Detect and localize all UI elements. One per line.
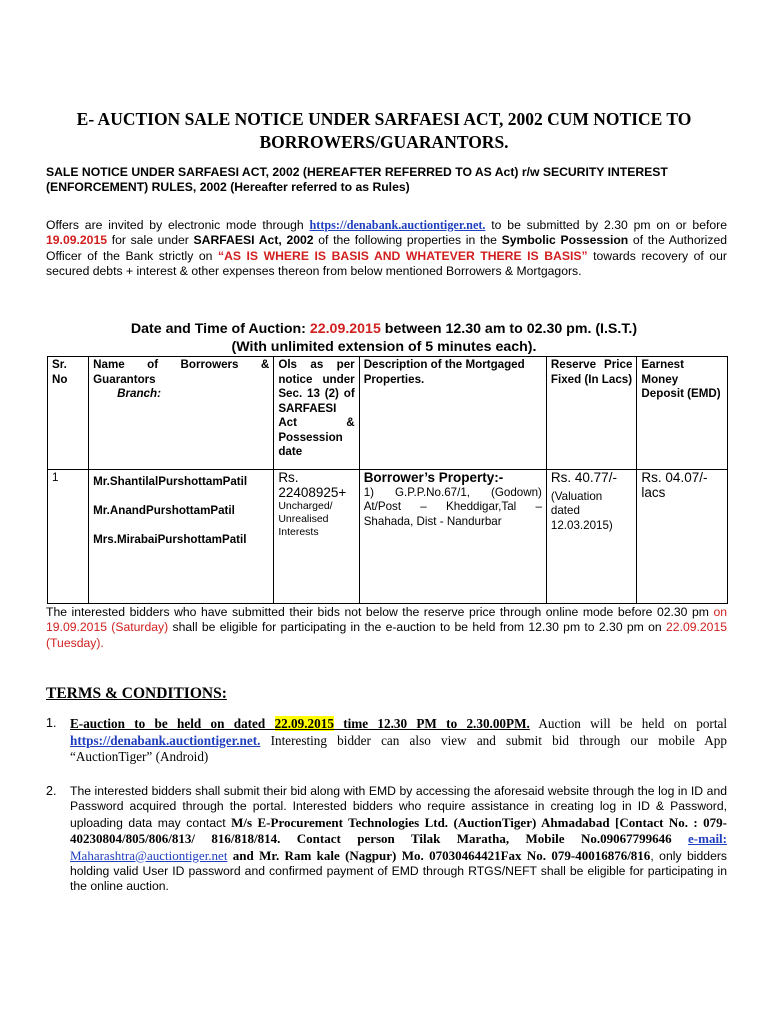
notice-subtitle: SALE NOTICE UNDER SARFAESI ACT, 2002 (HEREAFTER REFERRED TO AS Act) r/w SECURITY INTEREST (ENFORCEMENT) RULES, 2002 (Hereafter referred to as Rules) <box>46 165 668 194</box>
row-description: Borrower’s Property:- 1) G.P.P.No.67/1, (Godown) At/Post – Kheddigar,Tal – Shahada, Dist - Nandurbar <box>359 470 546 604</box>
email-link[interactable]: Maharashtra@auctiontiger.net <box>70 847 228 863</box>
row-reserve-price: Rs. 40.77/- (Valuation dated 12.03.2015) <box>546 470 637 604</box>
auction-portal-link-2[interactable]: https://denabank.auctiontiger.net. <box>70 732 261 748</box>
table-row <box>48 470 728 604</box>
header-borrowers: Name of Borrowers & Guarantors Branch: <box>89 357 274 470</box>
row-sr-no: 1 <box>48 470 89 604</box>
email-label-link[interactable]: e-mail: <box>688 831 727 847</box>
row-borrowers: Mr.ShantilalPurshottamPatil Mr.AnandPurshottamPatil Mrs.MirabaiPurshottamPatil <box>89 470 274 604</box>
terms-heading: TERMS & CONDITIONS: <box>46 685 227 702</box>
row-ols: Rs. 22408925+ Uncharged/ Unrealised Interests <box>274 470 359 604</box>
table-header-row <box>48 357 728 470</box>
auction-portal-link[interactable]: https://denabank.auctiontiger.net. <box>309 218 486 232</box>
header-ols: Ols as per notice under Sec. 13 (2) of SARFAESI Act & Possession date <box>274 357 359 470</box>
auction-table <box>47 356 728 604</box>
header-emd: Earnest Money Deposit (EMD) <box>637 357 728 470</box>
header-description: Description of the Mortgaged Properties. <box>359 357 546 470</box>
auction-date-heading: Date and Time of Auction: 22.09.2015 between 12.30 am to 02.30 pm. (I.S.T.) (With unlimited extension of 5 minutes each). <box>130 321 638 355</box>
header-sr-no: Sr. No <box>48 357 89 470</box>
intro-paragraph: Offers are invited by electronic mode through https://denabank.auctiontiger.net. to be submitted by 2.30 pm on or before 19.09.2015 for sale under SARFAESI Act, 2002 of the following properties in the Symbolic Possession of the Authorized Officer of the Bank strictly on “AS IS WHERE IS BASIS AND WHATEVER THERE IS BASIS” towards recovery of our secured debts + interest & other expenses thereon from below mentioned Borrowers & Mortgagors. <box>46 218 728 279</box>
notice-title: E- AUCTION SALE NOTICE UNDER SARFAESI ACT, 2002 CUM NOTICE TO BORROWERS/GUARANTORS. <box>76 109 692 152</box>
header-reserve-price: Reserve Price Fixed (In Lacs) <box>546 357 637 470</box>
eligibility-paragraph: The interested bidders who have submitted their bids not below the reserve price through online mode before 02.30 pm on 19.09.2015 (Saturday) shall be eligible for participating in the e-auction to be held from 12.30 pm to 2.30 pm on 22.09.2015 (Tuesday). <box>46 605 728 650</box>
document-page: E- AUCTION SALE NOTICE UNDER SARFAESI ACT, 2002 CUM NOTICE TO BORROWERS/GUARANTORS. SALE NOTICE UNDER SARFAESI ACT, 2002 (HEREAFTER REFERRED TO AS Act) r/w SECURITY INTEREST (ENFORCEMENT) RULES, 2002 (Hereafter referred to as Rules) Offers are invited by electronic mode through https://denabank.auctiontiger.net. to be submitted by 2.30 pm on or before 19.09.2015 for sale under SARFAESI Act, 2002 of the following properties in the Symbolic Possession of the Authorized Officer of the Bank strictly on “AS IS WHERE IS BASIS AND WHATEVER THERE IS BASIS” towards recovery of our secured debts + interest & other expenses thereon from below mentioned Borrowers & Mortgagors. Date and Time of Auction: 22.09.2015 between 12.30 am to 02.30 pm. (I.S.T.) (With unlimited extension of 5 minutes each). Sr. No Name of Borrowers & Guarantors Branch: Ols as per notice under Sec. 13 (2) of SARFAESI Act & Possession date Description of the Mortgaged Properties. Reserve Price Fixed (In Lacs) Earnest Money Deposit (EMD) 1 Mr.ShantilalPurshottamPatil Mr.AnandPurshottamPatil Mrs.MirabaiPurshottamPatil Rs. 22408925+ Uncharged/ Unrealised Interests Borrower’s Property:- 1) G.P.P.No.67/1, (Godown) At/Post – Kheddigar,Tal – Shahada, Dist - Nandurbar Rs. 40.77/- (Valuation dated 12.03.2015) Rs. 04.07/- lacs The interested bidders who have submitted their bids not below the reserve price through online mode before 02.30 pm on 19.09.2015 (Saturday) shall be eligible for participating in the e-auction to be held from 12.30 pm to 2.30 pm on 22.09.2015 (Tuesday). TERMS & CONDITIONS: 1. E-auction to be held on dated 22.09.2015 time 12.30 PM to 2.30.00PM. Auction will be held on portal https://denabank.auctiontiger.net. Interesting bidder can also view and submit bid through our mobile App “AuctionTiger” (Android) 2. The interested bidders shall submit their bid along with EMD by accessing the aforesaid website through the log in ID and Password acquired through the portal. Interested bidders who require assistance in creating log in ID & Password, uploading data may contact M/s E-Procurement Technologies Ltd. (AuctionTiger) Ahmadabad [Contact No. : 079-40230804/805/806/813/ 816/818/814. Contact person Tilak Maratha, Mobile No.09067799646 e-mail: Maharashtra@auctiontiger.net and Mr. Ram kale (Nagpur) Mo. 07030464421Fax No. 079-40016876/816, only bidders holding valid User ID password and confirmed payment of EMD through RTGS/NEFT shall be eligible for participating in the online auction. <box>0 0 768 1024</box>
row-emd: Rs. 04.07/- lacs <box>637 470 728 604</box>
